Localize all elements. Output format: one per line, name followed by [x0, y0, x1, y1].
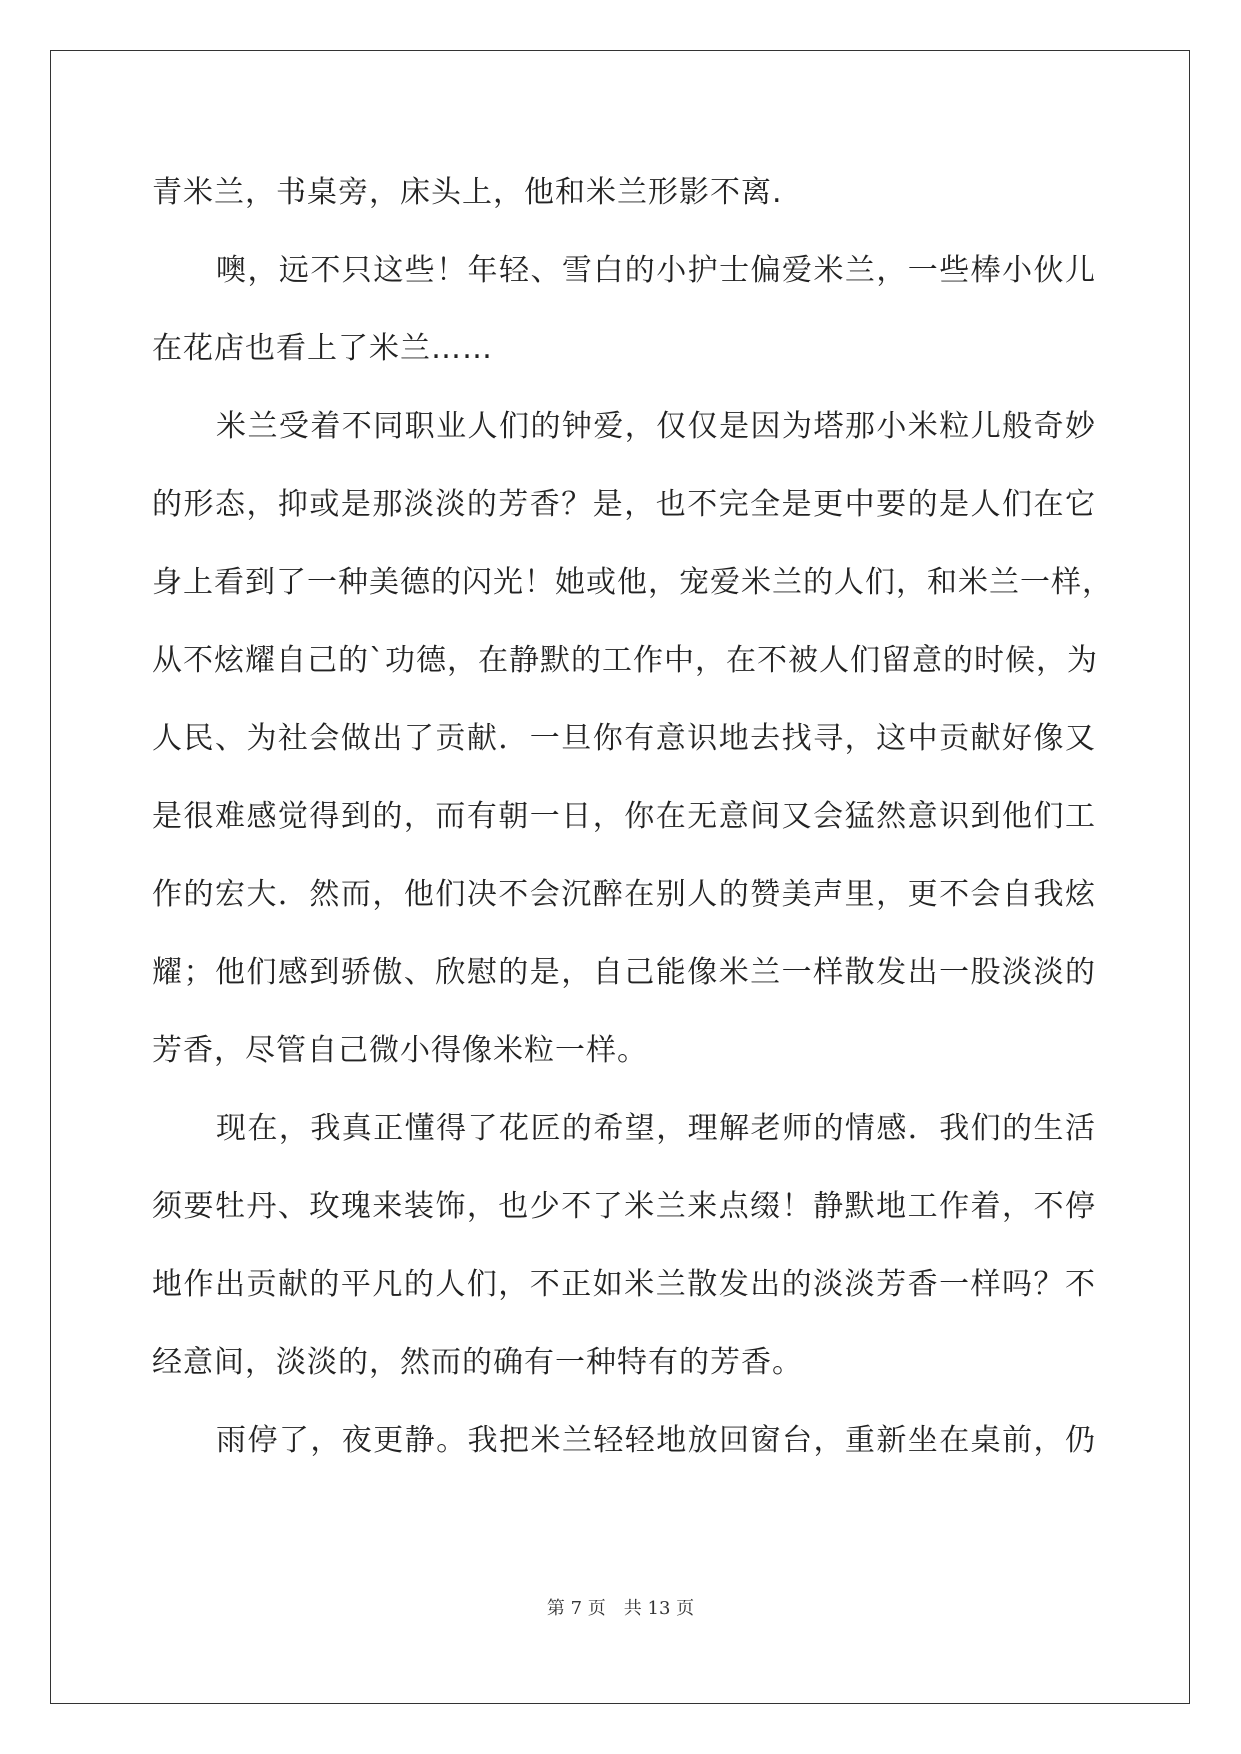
text-line: 地作出贡献的平凡的人们，不正如米兰散发出的淡淡芳香一样吗？不: [152, 1267, 1096, 1302]
body-text: [152, 154, 1113, 1480]
text-line: 耀；他们感到骄傲、欣慰的是，自己能像米兰一样散发出一股淡淡的: [152, 955, 1096, 990]
text-line: 青米兰，书桌旁，床头上，他和米兰形影不离.: [152, 175, 783, 210]
text-line: 作的宏大．然而，他们决不会沉醉在别人的赞美声里，更不会自我炫: [152, 877, 1096, 912]
text-line: 噢，远不只这些！年轻、雪白的小护士偏爱米兰，一些棒小伙儿: [216, 253, 1096, 288]
text-line: 身上看到了一种美德的闪光！她或他，宠爱米兰的人们，和米兰一样，: [152, 565, 1113, 600]
page-number-footer: 第 7 页 共 13 页: [546, 1598, 695, 1619]
text-line: 须要牡丹、玫瑰来装饰，也少不了米兰来点缀！静默地工作着，不停: [152, 1189, 1096, 1224]
text-line: 经意间，淡淡的，然而的确有一种特有的芳香。: [152, 1345, 803, 1380]
text-line: 是很难感觉得到的，而有朝一日，你在无意间又会猛然意识到他们工: [152, 799, 1096, 834]
text-line: 从不炫耀自己的`功德，在静默的工作中，在不被人们留意的时候，为: [152, 643, 1098, 678]
text-line: 在花店也看上了米兰……: [152, 331, 493, 366]
text-line: 的形态，抑或是那淡淡的芳香？是，也不完全是更中要的是人们在它: [152, 487, 1096, 522]
text-line: 雨停了，夜更静。我把米兰轻轻地放回窗台，重新坐在桌前，仍: [216, 1423, 1096, 1458]
text-line: 现在，我真正懂得了花匠的希望，理解老师的情感．我们的生活: [216, 1111, 1096, 1146]
text-line: 米兰受着不同职业人们的钟爱，仅仅是因为塔那小米粒儿般奇妙: [216, 409, 1096, 444]
text-line: 芳香，尽管自己微小得像米粒一样。: [152, 1033, 648, 1068]
text-line: 人民、为社会做出了贡献．一旦你有意识地去找寻，这中贡献好像又: [152, 721, 1096, 756]
